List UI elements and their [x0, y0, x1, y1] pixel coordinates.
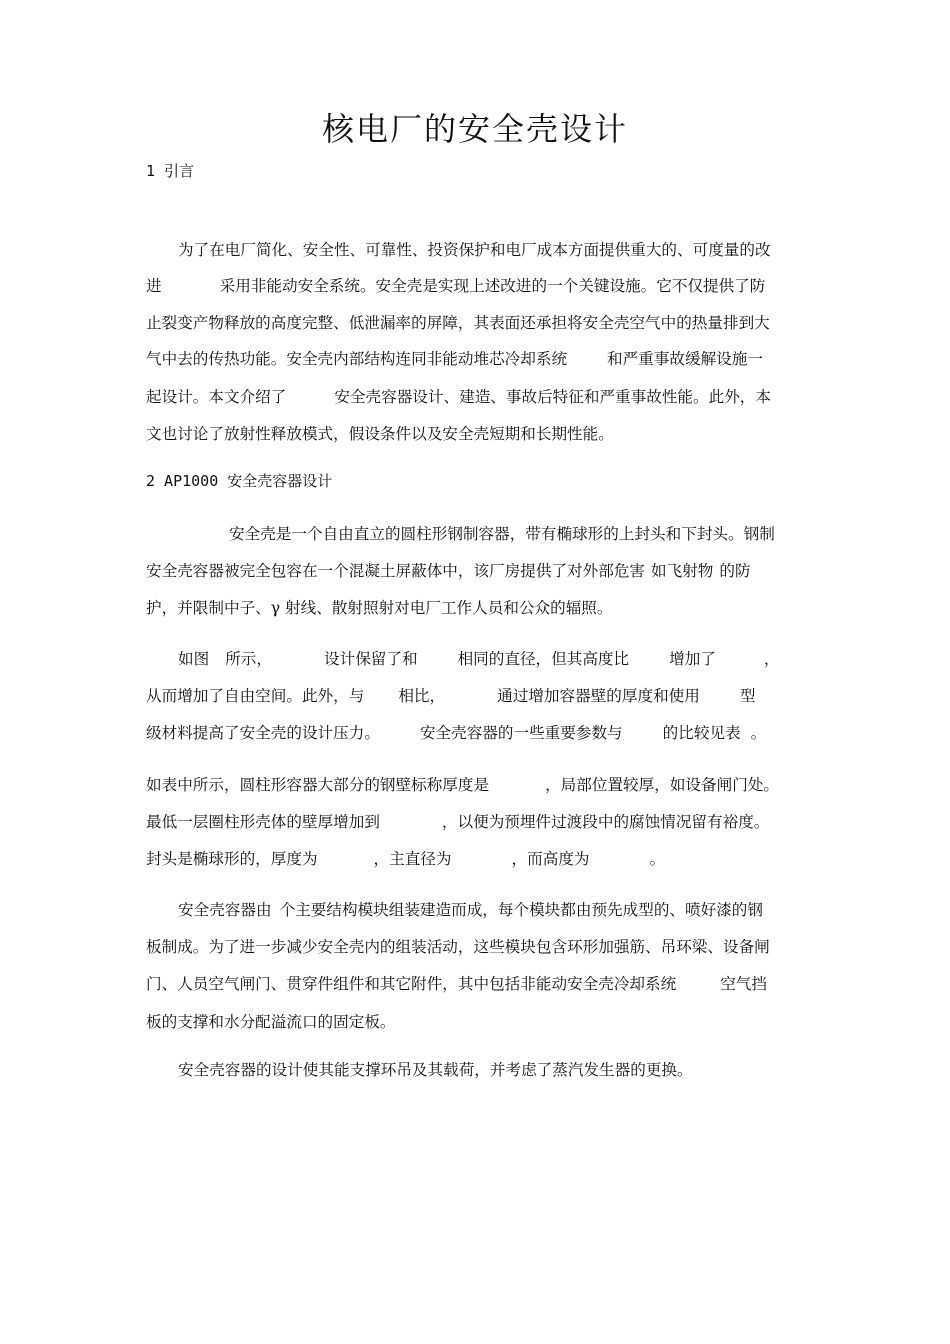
text-line: 安全壳容器由 个主要结构模块组装建造而成，每个模块都由预先成型的、喷好漆的钢: [178, 901, 763, 919]
document-title: 核电厂的安全壳设计: [321, 110, 628, 148]
text-line: 护，并限制中子、γ 射线、散射照射对电厂工作人员和公众的辐照。: [146, 599, 613, 617]
text-line: 安全壳容器的设计使其能支撑环吊及其载荷，并考虑了蒸汽发生器的更换。: [178, 1061, 693, 1079]
text-line: 起设计。本文介绍了 安全壳容器设计、建造、事故后特征和严重事故性能。此外，本: [146, 388, 771, 406]
text-line: 板制成。为了进一步减少安全壳内的组装活动，这些模块包含环形加强筋、吊环梁、设备闸: [146, 938, 770, 956]
text-line: 如图 所示， 设计保留了和 相同的直径，但其高度比 增加了 ，: [178, 650, 780, 668]
text-line: 止裂变产物释放的高度完整、低泄漏率的屏障，其表面还承担将安全壳空气中的热量排到大: [146, 314, 770, 332]
section-2-heading: 2 AP1000 安全壳容器设计: [146, 472, 333, 490]
text-line: 板的支撑和水分配溢流口的固定板。: [146, 1013, 396, 1031]
text-line: 门、人员空气闸门、贯穿件组件和其它附件，其中包括非能动安全壳冷却系统 空气挡: [146, 975, 767, 993]
text-line: 安全壳容器被完全包容在一个混凝土屏蔽体中，该厂房提供了对外部危害 如飞射物 的防: [146, 562, 751, 580]
text-line: 封头是椭球形的，厚度为 ，主直径为 ，而高度为 。: [146, 850, 666, 868]
text-line: 气中去的传热功能。安全壳内部结构连同非能动堆芯冷却系统 和严重事故缓解设施一: [146, 350, 763, 368]
text-line: 从而增加了自由空间。此外，与 相比， 通过增加容器壁的厚度和使用 型: [146, 687, 756, 705]
text-line: 进 采用非能动安全系统。安全壳是实现上述改进的一个关键设施。它不仅提供了防: [146, 277, 766, 295]
text-line: 为了在电厂简化、安全性、可靠性、投资保护和电厂成本方面提供重大的、可度量的改: [178, 241, 771, 259]
section-1-heading: 1 引言: [146, 162, 195, 180]
text-line: 安全壳是一个自由直立的圆柱形钢制容器，带有椭球形的上封头和下封头。钢制: [229, 525, 775, 543]
text-line: 文也讨论了放射性释放模式，假设条件以及安全壳短期和长期性能。: [146, 425, 614, 443]
text-line: 最低一层圈柱形壳体的壁厚增加到 ，以便为预埋件过渡段中的腐蚀情况留有裕度。: [146, 813, 770, 831]
text-line: 如表中所示，圆柱形容器大部分的钢壁标称厚度是 ，局部位置较厚，如设备闸门处。: [146, 776, 779, 794]
text-line: 级材料提高了安全壳的设计压力。 安全壳容器的一些重要参数与 的比较见表 。: [146, 724, 767, 742]
